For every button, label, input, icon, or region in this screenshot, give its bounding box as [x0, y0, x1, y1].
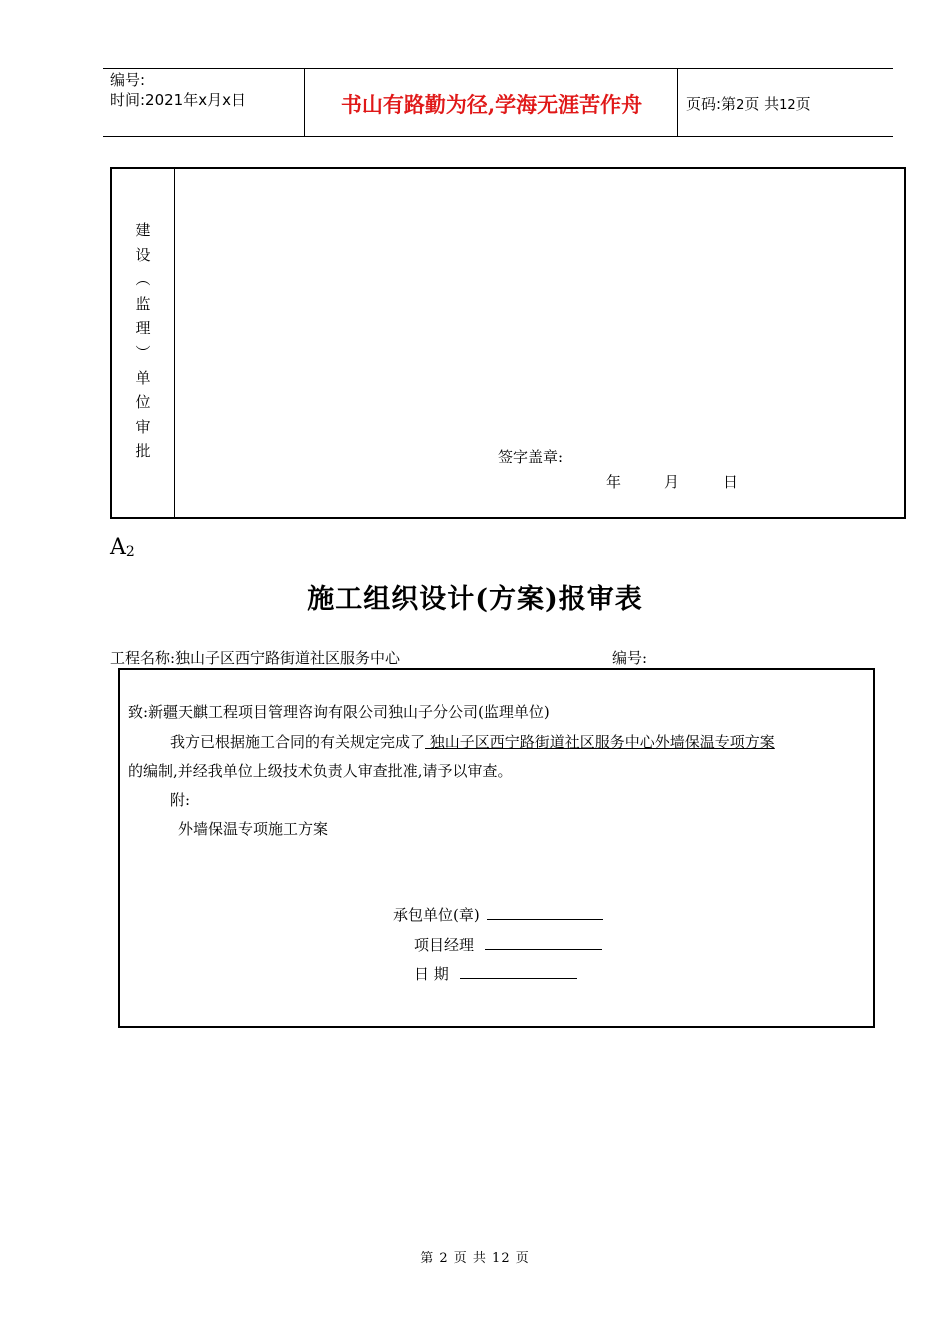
contractor-blank: [487, 905, 603, 920]
date-year: 年: [606, 473, 622, 491]
header-left: [110, 70, 246, 110]
vertical-char: 单: [135, 368, 151, 387]
manager-label: 项目经理: [414, 936, 475, 954]
header-time-label: 时间:2021年x月x日: [110, 91, 246, 109]
header-page-mid: 页 共: [744, 95, 780, 113]
number-label: 编号:: [612, 649, 648, 667]
signature-label: 签字盖章:: [498, 448, 564, 466]
letter-plan-name: 独山子区西宁路街道社区服务中心外墙保温专项方案: [425, 733, 775, 751]
date-blank: [460, 964, 577, 979]
date-label: 日 期: [414, 965, 449, 983]
page-title: 施工组织设计(方案)报审表: [307, 584, 643, 615]
vertical-char: 位: [135, 393, 151, 412]
header-top-rule: [103, 68, 893, 69]
date-month: 月: [664, 473, 680, 491]
letter-body-line1: [170, 731, 775, 752]
vertical-char: 建: [135, 221, 151, 239]
date-day: 日: [723, 473, 739, 491]
letter-to: 致:新疆天麒工程项目管理咨询有限公司独山子分公司(监理单位): [128, 703, 550, 721]
vertical-char: 监: [135, 294, 151, 313]
manager-blank: [485, 935, 602, 950]
contractor-label: 承包单位(章): [393, 906, 480, 924]
header-bottom-rule: [103, 136, 893, 137]
header-page-prefix: 页码:第: [686, 95, 737, 113]
letter-body-prefix: 我方已根据施工合同的有关规定完成了: [170, 733, 426, 751]
form-code-letter: A: [110, 535, 126, 560]
letter-body-line2: 的编制,并经我单位上级技术负责人审查批准,请予以审查。: [128, 762, 513, 780]
header-motto: 书山有路勤为径,学海无涯苦作舟: [340, 92, 643, 117]
vertical-char: 设: [135, 245, 151, 264]
form-code-sub: 2: [125, 544, 135, 560]
form-code: [110, 535, 135, 560]
attachment-item: 外墙保温专项施工方案: [178, 820, 329, 838]
header-page-num: 2: [736, 98, 745, 113]
manager-row: [414, 934, 602, 955]
date-row: [414, 963, 577, 984]
project-name: 工程名称:独山子区西宁路街道社区服务中心: [110, 649, 401, 667]
approval-box-divider: [174, 169, 175, 517]
page-footer: 第 2 页 共 12 页: [420, 1251, 530, 1266]
attach-label: 附:: [170, 791, 191, 809]
vertical-char: ︶: [135, 343, 151, 362]
vertical-char: 理: [135, 319, 151, 338]
contractor-row: [393, 904, 603, 925]
vertical-char: 批: [135, 442, 151, 461]
vertical-char: 审: [135, 417, 151, 436]
header-page-suffix: 页: [795, 95, 811, 113]
header-page-info: [686, 93, 811, 114]
header-page-total: 12: [779, 98, 796, 113]
header-number-label: 编号:: [110, 71, 146, 89]
approval-vertical-label: [128, 218, 158, 464]
vertical-char: ︵: [135, 270, 151, 289]
